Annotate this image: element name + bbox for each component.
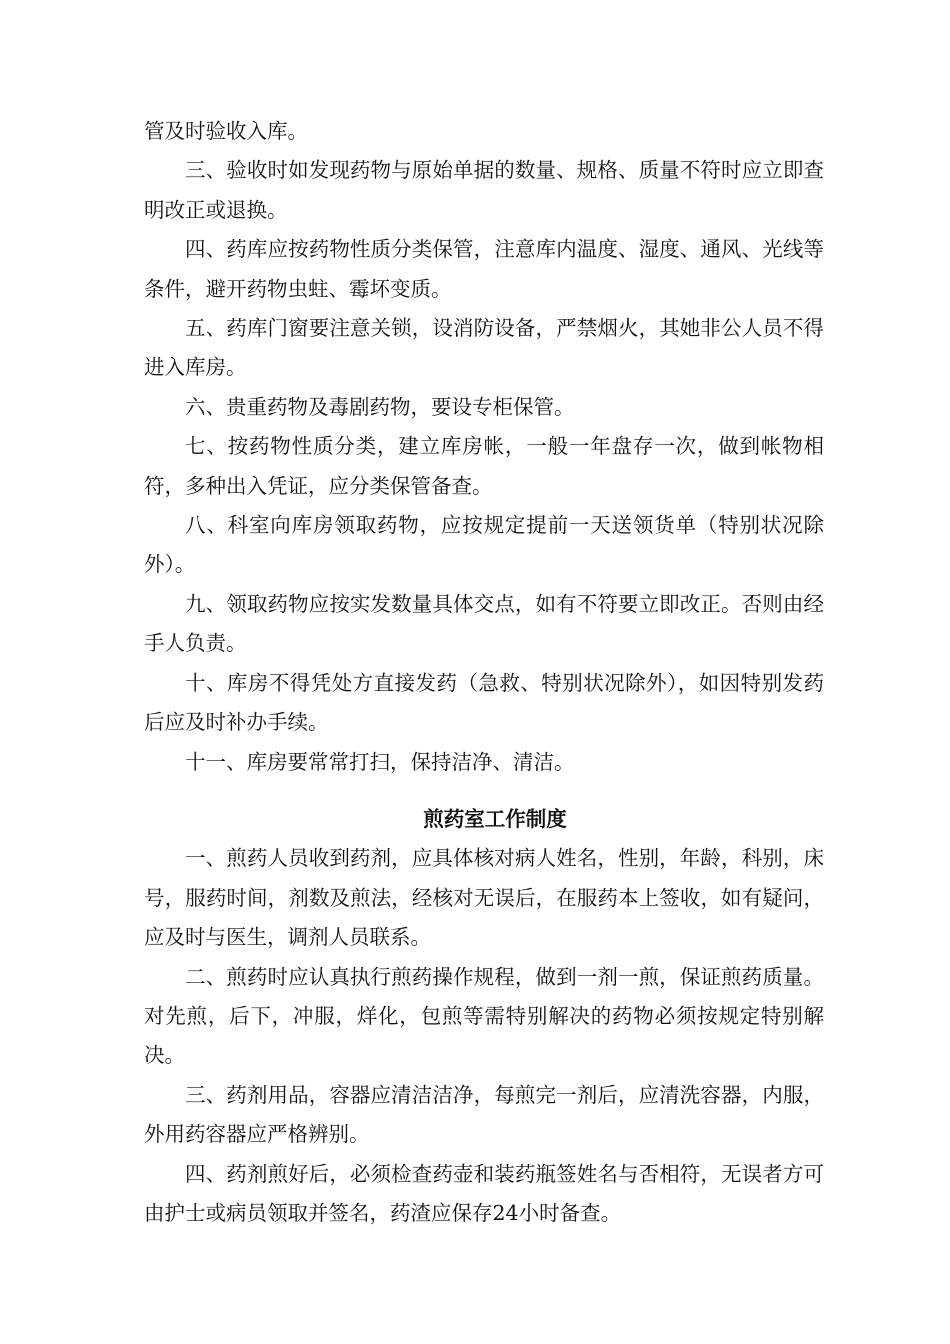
paragraph-decoction-1: 一、煎药人员收到药剂，应具体核对病人姓名，性别，年龄，科别，床号，服药时间，剂数及煎法，经核对无误后，在服药本上签收，如有疑问，应及时与医生，调剂人员联系。	[144, 846, 824, 950]
document-page	[144, 112, 824, 1233]
section-title: 煎药室工作制度	[423, 806, 567, 831]
paragraph-rule-6: 六、贵重药物及毒剧药物，要设专柜保管。	[185, 394, 575, 419]
paragraph-decoction-3: 三、药剂用品，容器应清洁洁净，每煎完一剂后，应清洗容器，内服，外用药容器应严格辨别。	[144, 1082, 824, 1147]
paragraph-rule-5: 五、药库门窗要注意关锁，设消防设备，严禁烟火，其她非公人员不得进入库房。	[144, 316, 824, 380]
paragraph-continuation: 管及时验收入库。	[144, 119, 308, 143]
paragraph-rule-8: 八、科室向库房领取药物，应按规定提前一天送领货单（特别状况除外）。	[144, 513, 824, 577]
paragraph-rule-7: 七、按药物性质分类，建立库房帐，一般一年盘存一次，做到帐物相符，多种出入凭证，应分类保管备查。	[144, 434, 824, 498]
paragraph-decoction-4: 四、药剂煎好后，必须检查药壶和装药瓶签姓名与否相符，无误者方可由护士或病员领取并签名，药渣应保存24小时备查。	[144, 1161, 824, 1225]
paragraph-decoction-2: 二、煎药时应认真执行煎药操作规程，做到一剂一煎，保证煎药质量。对先煎，后下，冲服，烊化，包煎等需特别解决的药物必须按规定特别解决。	[144, 964, 824, 1068]
paragraph-rule-4: 四、药库应按药物性质分类保管，注意库内温度、湿度、通风、光线等条件，避开药物虫蛀、霉坏变质。	[144, 237, 824, 301]
paragraph-rule-3: 三、验收时如发现药物与原始单据的数量、规格、质量不符时应立即查明改正或退换。	[144, 158, 824, 222]
paragraph-rule-11: 十一、库房要常常打扫，保持洁净、清洁。	[185, 749, 575, 774]
paragraph-rule-9: 九、领取药物应按实发数量具体交点，如有不符要立即改正。否则由经手人负责。	[144, 591, 824, 656]
paragraph-rule-10: 十、库房不得凭处方直接发药（急救、特别状况除外），如因特别发药后应及时补办手续。	[144, 670, 824, 735]
